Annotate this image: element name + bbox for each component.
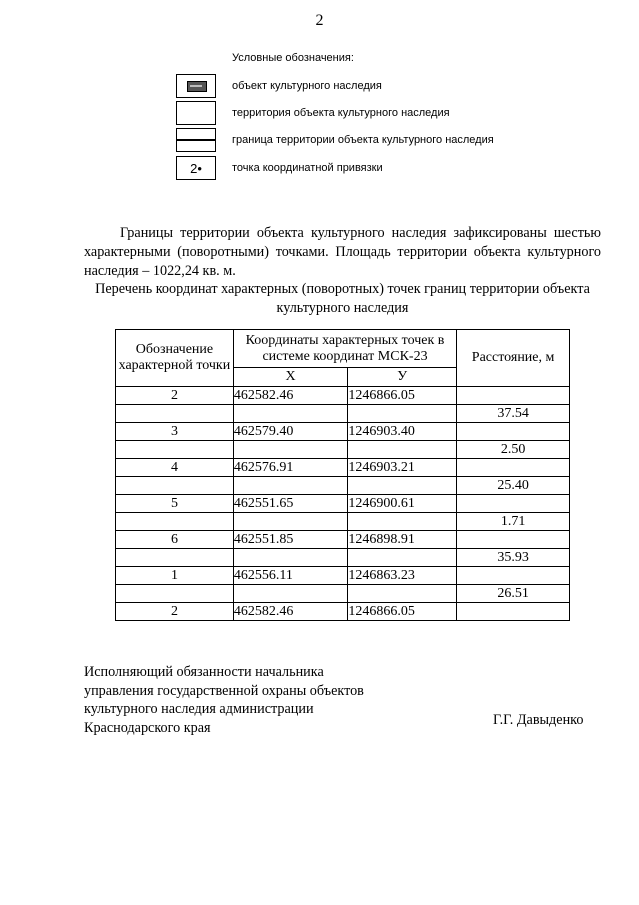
empty-cell xyxy=(233,441,347,459)
coordinates-table xyxy=(115,329,570,621)
empty-cell xyxy=(233,477,347,495)
empty-cell xyxy=(348,585,457,603)
point-cell: 2 xyxy=(116,603,234,621)
distance-row xyxy=(116,513,570,531)
y-cell: 1246863.23 xyxy=(348,567,457,585)
y-cell: 1246866.05 xyxy=(348,603,457,621)
table-row xyxy=(116,495,570,513)
x-cell: 462576.91 xyxy=(233,459,347,477)
empty-cell xyxy=(116,405,234,423)
distance-cell-empty xyxy=(457,459,570,477)
x-cell: 462551.85 xyxy=(233,531,347,549)
boundary-line-icon xyxy=(176,128,216,152)
page-number: 2 xyxy=(315,12,324,29)
empty-cell xyxy=(116,477,234,495)
coordinates-table-body xyxy=(116,387,570,621)
header-x: X xyxy=(233,368,347,387)
empty-cell xyxy=(116,549,234,567)
empty-cell xyxy=(233,549,347,567)
empty-cell xyxy=(116,513,234,531)
point-cell: 6 xyxy=(116,531,234,549)
distance-cell-empty xyxy=(457,423,570,441)
territory-box-icon xyxy=(176,101,216,125)
boundary-description: Границы территории объекта культурного наследия зафиксированы шестью характерными (поворотными) точками. Площадь территории объекта культурного наследия – 1022,24 кв. м. xyxy=(84,225,601,279)
table-row xyxy=(116,459,570,477)
reference-point-icon: 2• xyxy=(176,156,216,180)
empty-cell xyxy=(348,477,457,495)
header-distance: Расстояние, м xyxy=(457,330,570,387)
empty-cell xyxy=(233,585,347,603)
distance-cell-empty xyxy=(457,531,570,549)
distance-cell: 37.54 xyxy=(457,405,570,423)
empty-cell xyxy=(233,513,347,531)
y-cell: 1246900.61 xyxy=(348,495,457,513)
distance-cell-empty xyxy=(457,495,570,513)
legend-label: объект культурного наследия xyxy=(232,80,382,92)
signature-block xyxy=(84,663,364,737)
y-cell: 1246866.05 xyxy=(348,387,457,405)
point-cell: 2 xyxy=(116,387,234,405)
empty-cell xyxy=(116,441,234,459)
empty-cell xyxy=(116,585,234,603)
distance-row xyxy=(116,477,570,495)
table-row xyxy=(116,603,570,621)
legend-label: точка координатной привязки xyxy=(232,162,383,174)
x-cell: 462582.46 xyxy=(233,603,347,621)
point-cell: 1 xyxy=(116,567,234,585)
distance-row xyxy=(116,405,570,423)
x-cell: 462582.46 xyxy=(233,387,347,405)
empty-cell xyxy=(348,549,457,567)
legend-label: граница территории объекта культурного наследия xyxy=(232,134,494,146)
coordinates-list-title: Перечень координат характерных (поворотных) точек границ территории объекта культурного наследия xyxy=(95,281,590,316)
x-cell: 462556.11 xyxy=(233,567,347,585)
legend-label: территория объекта культурного наследия xyxy=(232,107,450,119)
distance-cell: 2.50 xyxy=(457,441,570,459)
distance-cell: 1.71 xyxy=(457,513,570,531)
heritage-object-icon xyxy=(176,74,216,98)
distance-cell-empty xyxy=(457,567,570,585)
distance-row xyxy=(116,585,570,603)
signer-name: Г.Г. Давыденко xyxy=(493,712,584,728)
y-cell: 1246898.91 xyxy=(348,531,457,549)
legend-title: Условные обозначения: xyxy=(232,52,354,64)
y-cell: 1246903.40 xyxy=(348,423,457,441)
empty-cell xyxy=(348,513,457,531)
point-cell: 3 xyxy=(116,423,234,441)
distance-cell-empty xyxy=(457,387,570,405)
signature-line: управления государственной охраны объектов xyxy=(84,682,364,699)
empty-cell xyxy=(348,441,457,459)
y-cell: 1246903.21 xyxy=(348,459,457,477)
distance-cell: 25.40 xyxy=(457,477,570,495)
header-y: У xyxy=(348,368,457,387)
x-cell: 462551.65 xyxy=(233,495,347,513)
distance-row xyxy=(116,549,570,567)
header-point: Обозначение характерной точки xyxy=(116,330,234,387)
point-cell: 4 xyxy=(116,459,234,477)
empty-cell xyxy=(233,405,347,423)
x-cell: 462579.40 xyxy=(233,423,347,441)
signature-line: культурного наследия администрации xyxy=(84,701,314,717)
table-row xyxy=(116,531,570,549)
header-coordinates: Координаты характерных точек в системе координат МСК-23 xyxy=(233,330,456,368)
distance-cell-empty xyxy=(457,603,570,621)
table-row xyxy=(116,567,570,585)
table-row xyxy=(116,423,570,441)
signature-line: Краснодарского края xyxy=(84,719,211,736)
point-cell: 5 xyxy=(116,495,234,513)
signature-line: Исполняющий обязанности начальника xyxy=(84,664,324,680)
distance-row xyxy=(116,441,570,459)
empty-cell xyxy=(348,405,457,423)
distance-cell: 35.93 xyxy=(457,549,570,567)
distance-cell: 26.51 xyxy=(457,585,570,603)
table-row xyxy=(116,387,570,405)
